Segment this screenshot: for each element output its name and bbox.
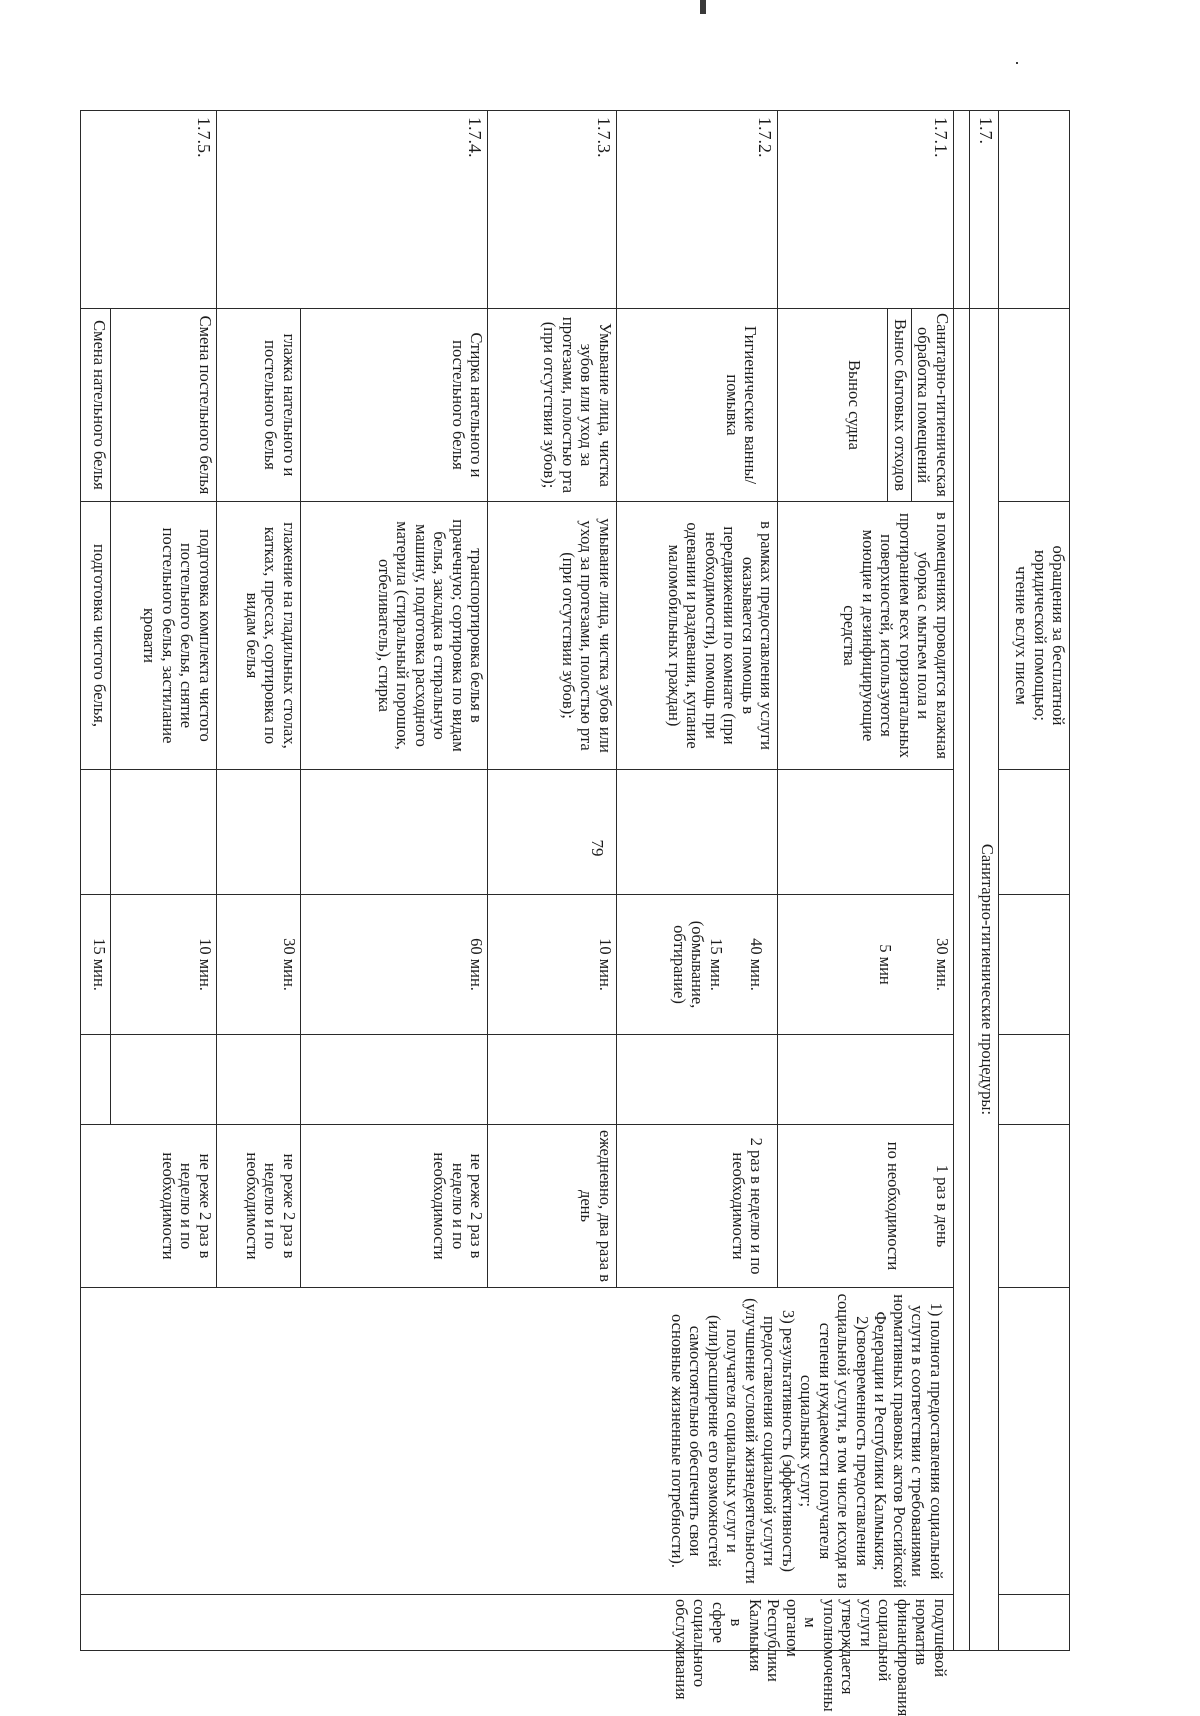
time-value: 15 мин. (обмывание, обтирание) [669,920,726,1009]
table-cell [616,770,777,895]
service-name: Умывание лица, чистка зубов или уход за протезами, полостью рта (при отсутствии зубов); [488,309,617,502]
description-cell: в рамках предоставления услуги оказывается помощь в передвижении по комнате (при необходимости), помощь при одевании и раздевании, купание маломобильных граждан) [616,502,777,770]
scan-mark-top [700,0,706,14]
section-title: Санитарно-гигиенические процедуры: [969,309,998,1651]
table-cell [999,309,1070,502]
table-cell [111,770,216,895]
frequency-value: не реже 2 раз в неделю и по необходимости [216,1125,300,1288]
description-cell: умывание лица, чистка зубов или уход за протезами, полостью рта (при отсутствии зубов); [488,502,617,770]
time-cell [778,895,953,1035]
time-cell [616,895,777,1035]
service-cell [778,309,953,502]
table-cell [488,1035,617,1125]
table-cell [999,1288,1070,1595]
quality-text: 1) полнота предоставления социальной услуги в соответствии с требованиями нормативных правовых актов Российской Федерации и Республики Калмыкия; 2)своевременность предоставления социальной услуги, в том числе исходя из степени нуждаемости получателя социальных услуг; 3) результативность (эффективность) предоставления социальной услуги (улучшение условий жизнедеятельности получателя социальных услуг и (или)расширение его возможностей самостоятельно обеспечить свои основные жизненные потребности). [668,1293,946,1589]
service-name: Санитарно-гигиеническая обработка помещений [911,309,953,501]
frequency-value: по необходимости [884,1141,904,1271]
frequency-value: не реже 2 раз в неделю и по необходимости [81,1125,217,1288]
table-cell [216,770,300,895]
services-table [80,110,1070,1716]
page-number: 79 [588,839,607,857]
table-row [969,111,998,1651]
normative-cell [81,1595,954,1716]
table-cell [111,1035,216,1125]
time-value: 40 мин. [747,938,767,991]
description-cell: в помещениях проводится влажная уборка с мытьем пола и протиранием всех горизонтальных поверхностей, используются моющие и дезинфицирующие средства [778,502,953,770]
table-cell [81,770,111,895]
frequency-value: 2 раз в неделю и по необходимости [616,1125,777,1288]
service-name: Гигиенические ванны/помывка [616,309,777,502]
table-cell [778,1035,953,1125]
table-row [778,111,953,1651]
time-value: 30 мин. [932,938,952,991]
section-number: 1.7. [969,111,998,309]
frequency-cell [778,1125,953,1288]
frequency-value: 1 раз в день [932,1164,952,1248]
item-number: 1.7.5. [81,111,217,309]
description-cell: подготовка комплекта чистого постельного белья, снятие постельного белья, застилание кровати [111,502,216,770]
frequency-value: ежедневно, два раза в день [488,1125,617,1288]
table-cell [999,895,1070,1035]
time-value: 5 мин [876,944,896,985]
scan-mark-dot [1016,62,1018,64]
service-name: глажка нательного и постельного белья [216,309,300,502]
table-row [999,111,1070,1651]
description-cell: подготовка чистого белья, [81,502,111,770]
quality-cell [81,1288,954,1595]
description-cell: глажение на гладильных столах, катках, прессах, сортировка по видам белья [216,502,300,770]
service-name: Вынос судна [845,360,865,450]
table-row [953,111,969,1651]
frequency-value: не реже 2 раз в неделю и по необходимости [300,1125,487,1288]
time-value: 60 мин. [300,895,487,1035]
table-cell [300,770,487,895]
table-cell [81,1035,111,1125]
table-cell [999,1035,1070,1125]
table-cell [300,1035,487,1125]
time-value: 10 мин. [488,895,617,1035]
table-cell [999,770,1070,895]
table-cell [616,1035,777,1125]
normative-text: подушевой норматив финансирования социальной услуги утверждается уполномоченны м органом Республики Калмыкия в сфере социального обслуживания [672,1599,950,1716]
table-cell [999,1595,1070,1651]
item-number: 1.7.2. [616,111,777,309]
service-name: Смена нательного белья [81,309,111,502]
rotated-page [80,110,1070,1716]
description-cell: транспортировка белья в прачечную; сортировка по видам белья, закладка в стиральную машину, подготовка расходного материла (стиральный порошок, отбеливатель), стирка [300,502,487,770]
item-number: 1.7.4. [216,111,487,309]
description-cell: обращения за бесплатной юридической помощью; чтение вслух писем [999,502,1070,770]
table-cell [999,1125,1070,1288]
service-name: Стирка нательного и постельного белья [300,309,487,502]
table-cell [216,1035,300,1125]
service-name: Смена постельного белья [111,309,216,502]
time-value: 15 мин. [81,895,111,1035]
item-number: 1.7.1. [778,111,953,309]
time-value: 10 мин. [111,895,216,1035]
table-cell [999,111,1070,309]
item-number: 1.7.3. [488,111,617,309]
table-cell [953,111,969,309]
table-cell [778,770,953,895]
service-name: Вынос бытовых отходов [887,309,910,501]
table-cell [953,309,969,1651]
time-value: 30 мин. [216,895,300,1035]
